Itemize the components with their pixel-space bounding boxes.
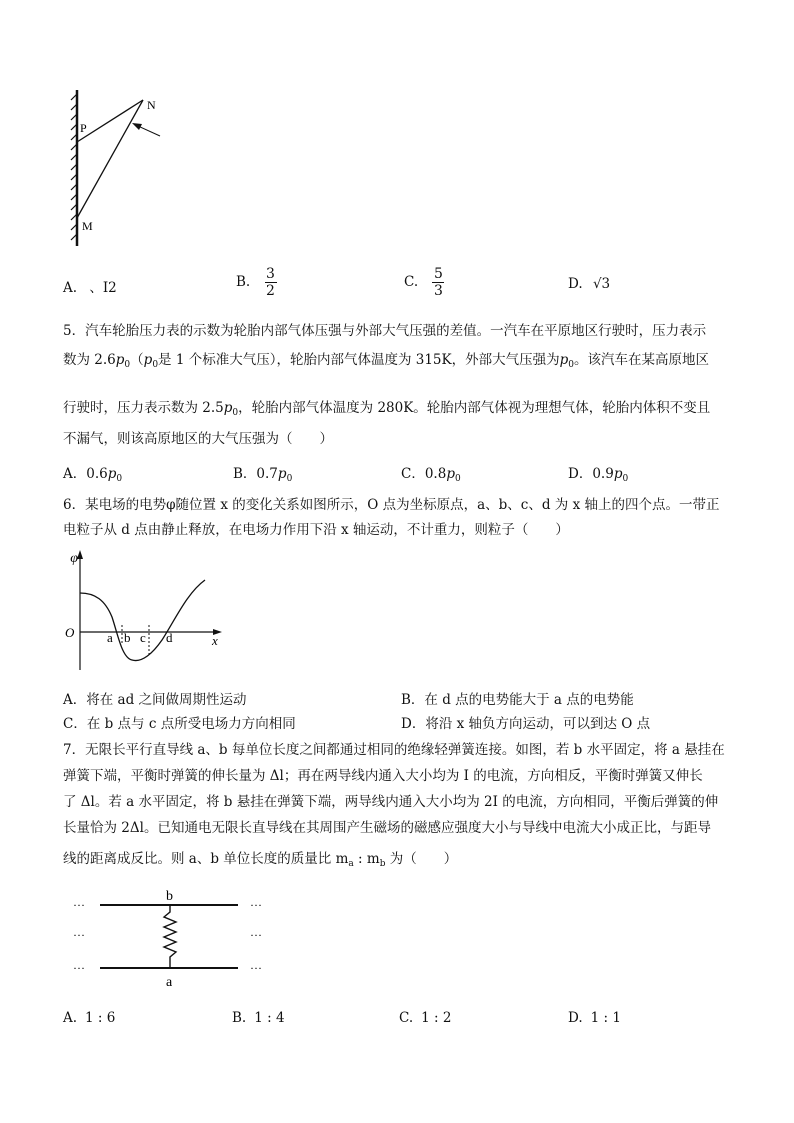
q5-line-2: 数为 $2.6p_0(p_0$是 1 个标准大气压），轮胎内部气体温度为 315K，外部大气压强为$p_0$。该汽车在某高原地区 [63,352,710,370]
q6-potential-graph [60,545,230,675]
q7-line-2: 弹簧下端，平衡时弹簧的伸长量为 Δl；再在两导线内通入大小均为 I 的电流，方向相反，平衡时弹簧又伸长 [63,768,703,784]
svg-text:···: ··· [250,898,262,912]
svg-text:···: ··· [73,961,85,975]
q4-option-b[interactable]: B. $\frac{3}{2}$ [236,266,275,299]
wire-b-label: b [166,889,173,904]
rope-pn [77,100,143,142]
q6-line-2: 电粒子从 d 点由静止释放，在电场力作用下沿 x 轴运动，不计重力，则粒子（ ） [63,522,569,538]
q7-line-3: 了 Δl。若 a 水平固定，将 b 悬挂在弹簧下端，两导线内通入大小均为 2I 的电流，方向相同，平衡后弹簧的伸 [63,794,719,810]
svg-text:···: ··· [250,928,262,942]
svg-text:···: ··· [73,928,85,942]
q5-option-a[interactable]: A．$0.6p_0$ [63,466,123,484]
label-m: M [82,219,93,233]
x-label: x [212,633,218,648]
point-a-label: a [107,630,113,645]
rod-mn [77,100,143,218]
q6-line-1: 6．某电场的电势φ随位置 x 的变化关系如图所示，O 点为坐标原点，a、b、c、d 为 x 轴上的四个点。一带正 [63,497,720,513]
point-d-label: d [166,630,173,645]
q4-figure [60,88,180,253]
svg-text:···: ··· [73,898,85,912]
q4-option-a[interactable]: A. 、I2 [63,280,117,296]
q4-option-d[interactable]: D. √3 [568,276,611,292]
label-p: P [80,121,87,135]
svg-text:···: ··· [250,961,262,975]
q7-line-1: 7．无限长平行直导线 a、b 每单位长度之间都通过相同的绝缘轻弹簧连接。如图，若 b 水平固定，将 a 悬挂在 [63,742,725,758]
point-b-label: b [124,630,131,645]
q6-option-b[interactable]: B．在 d 点的电势能大于 a 点的电势能 [401,692,634,708]
q5-line-1: 5．汽车轮胎压力表的示数为轮胎内部气体压强与外部大气压强的差值。一汽车在平原地区行驶时，压力表示 [63,323,707,339]
q5-line-4: 不漏气，则该高原地区的大气压强为（ ） [63,431,333,447]
q5-line-3: 行驶时，压力表示数为 $2.5p_0$，轮胎内部气体温度为 280K。轮胎内部气体视为理想气体，轮胎内体积不变且 [63,400,711,418]
q7-option-b[interactable]: B. 1 : 4 [232,1010,285,1026]
q7-line-5: 线的距离成反比。则 a、b 单位长度的质量比 $m_a$ : $m_b$ 为（ ） [63,851,458,869]
spring-icon [164,905,176,968]
q6-option-a[interactable]: A．将在 ad 之间做周期性运动 [63,692,247,708]
phi-label: φ [70,551,78,566]
q5-option-d[interactable]: D．$0.9p_0$ [568,466,629,484]
q6-option-c[interactable]: C．在 b 点与 c 点所受电场力方向相同 [63,716,296,732]
q7-option-c[interactable]: C. 1 : 2 [399,1010,452,1026]
arrow-icon [132,123,142,130]
q6-option-d[interactable]: D．将沿 x 轴负方向运动，可以到达 O 点 [401,716,651,732]
q5-option-c[interactable]: C．$0.8p_0$ [401,466,461,484]
q4-option-c[interactable]: C. $\frac{5}{3}$ [404,266,443,299]
wire-a-label: a [166,975,173,990]
q7-option-d[interactable]: D. 1 : 1 [568,1010,621,1026]
origin-label: O [65,625,75,640]
q7-line-4: 长量恰为 2Δl。已知通电无限长直导线在其周围产生磁场的磁感应强度大小与导线中电流大小成正比，与距导 [63,820,711,836]
phi-curve [80,580,205,661]
point-c-label: c [140,630,146,645]
q7-wire-figure [70,884,290,994]
q7-option-a[interactable]: A. 1 : 6 [63,1010,116,1026]
q5-option-b[interactable]: B．$0.7p_0$ [233,466,293,484]
label-n: N [147,98,156,112]
